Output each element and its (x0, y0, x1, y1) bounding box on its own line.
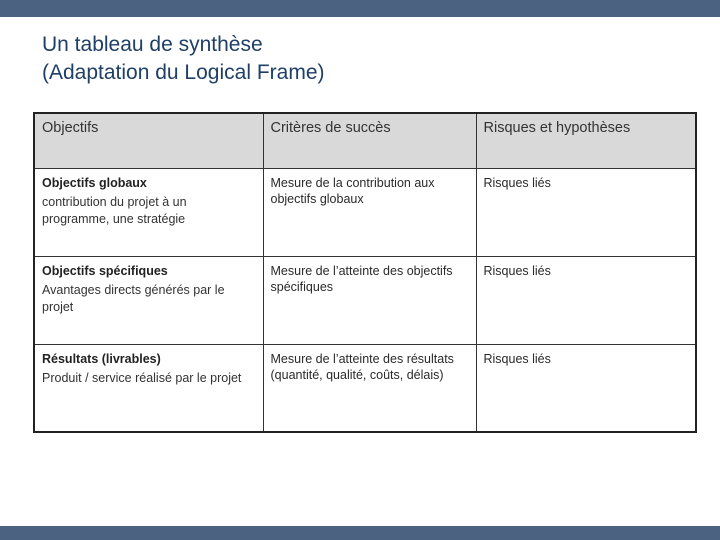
objective-cell (34, 168, 263, 256)
header-criteres: Critères de succès (263, 113, 476, 168)
top-bar (0, 0, 720, 17)
header-risques: Risques et hypothèses (476, 113, 696, 168)
objective-title: Objectifs globaux (42, 175, 147, 190)
objective-cell (34, 256, 263, 344)
slide-title-line-2: (Adaptation du Logical Frame) (42, 61, 325, 84)
synthesis-table (33, 112, 697, 433)
criteria-cell: Mesure de l’atteinte des résultats (quantité, qualité, coûts, délais) (263, 344, 476, 432)
risks-cell: Risques liés (476, 344, 696, 432)
risks-cell: Risques liés (476, 168, 696, 256)
risks-cell: Risques liés (476, 256, 696, 344)
bottom-bar (0, 526, 720, 540)
slide-title (42, 31, 682, 87)
objective-cell (34, 344, 263, 432)
objective-description: Avantages directs générés par le projet (42, 283, 225, 314)
table-row (34, 168, 696, 256)
header-objectifs: Objectifs (34, 113, 263, 168)
table-header-row (34, 113, 696, 168)
table-row (34, 256, 696, 344)
objective-description: Produit / service réalisé par le projet (42, 371, 242, 385)
criteria-cell: Mesure de l’atteinte des objectifs spécifiques (263, 256, 476, 344)
objective-title: Résultats (livrables) (42, 351, 161, 366)
criteria-cell: Mesure de la contribution aux objectifs globaux (263, 168, 476, 256)
objective-description: contribution du projet à un programme, une stratégie (42, 195, 187, 226)
objective-title: Objectifs spécifiques (42, 263, 168, 278)
table-row (34, 344, 696, 432)
slide-title-line-1: Un tableau de synthèse (42, 33, 263, 56)
